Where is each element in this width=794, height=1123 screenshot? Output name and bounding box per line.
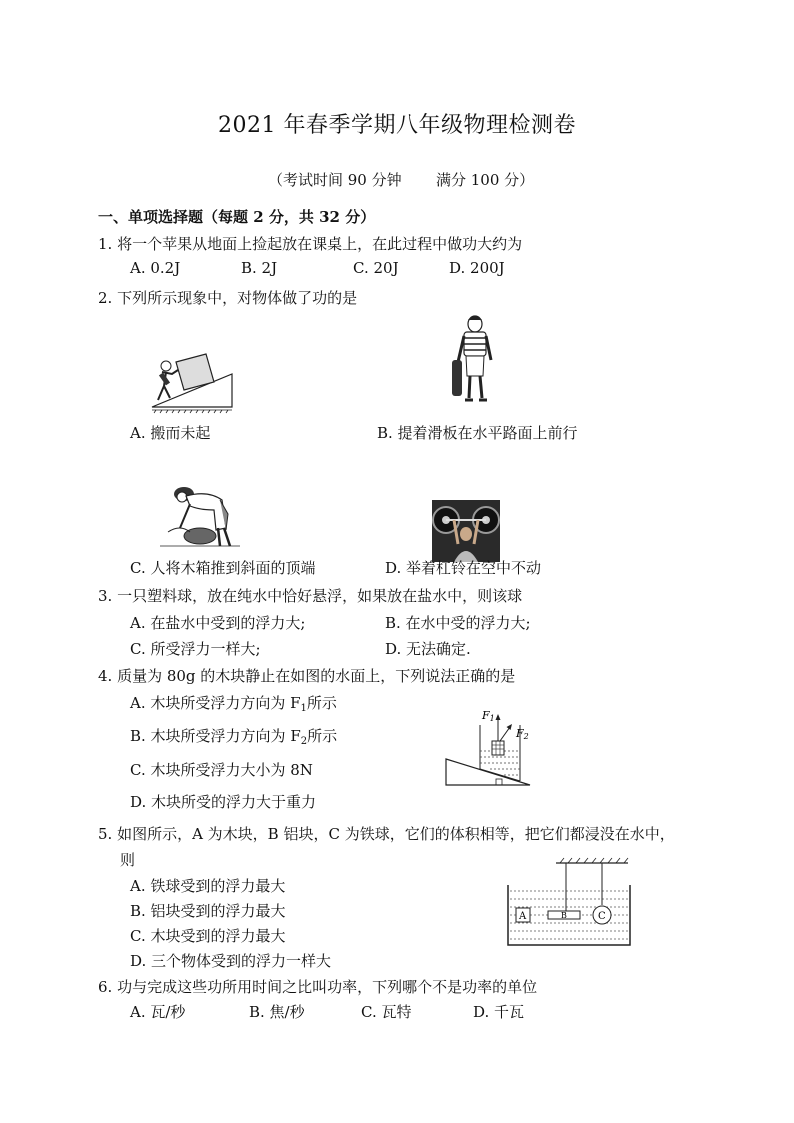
q2-figure-c (160, 484, 240, 554)
exam-time: （考试时间 90 分钟 (268, 171, 402, 189)
q5-option-a: A. 铁球受到的浮力最大 (130, 877, 286, 895)
q2-option-d: D. 举着杠铃在空中不动 (385, 559, 542, 577)
q4-option-b (130, 725, 337, 747)
q5-option-c: C. 木块受到的浮力最大 (130, 927, 286, 945)
q1-option-b: B. 2J (241, 259, 278, 277)
q4-option-c: C. 木块所受浮力大小为 8N (130, 761, 313, 779)
q4-option-d: D. 木块所受的浮力大于重力 (130, 793, 317, 811)
page-title: 2021 年春季学期八年级物理检测卷 (218, 113, 576, 138)
q3-option-c: C. 所受浮力一样大; (130, 640, 261, 658)
q3-option-a: A. 在盐水中受到的浮力大; (130, 614, 306, 632)
q2-figure-b (449, 314, 501, 406)
q4-figure (440, 705, 536, 789)
q5-option-b: B. 铝块受到的浮力最大 (130, 902, 286, 920)
q4-option-a-subscript: 1 (300, 703, 307, 714)
q2-figure-a (148, 352, 238, 414)
q3-option-b: B. 在水中受的浮力大; (385, 614, 531, 632)
q6-option-d: D. 千瓦 (473, 1003, 525, 1021)
q5-option-d: D. 三个物体受到的浮力一样大 (130, 952, 332, 970)
q2-option-a: A. 搬而未起 (130, 424, 211, 442)
q4-option-a-suffix: 所示 (306, 694, 337, 712)
q3-stem: 3. 一只塑料球，放在纯水中恰好悬浮，如果放在盐水中，则该球 (98, 587, 523, 605)
q5-block-a-label: A (519, 911, 527, 922)
q1-option-c: C. 20J (353, 259, 399, 277)
q2-option-c: C. 人将木箱推到斜面的顶端 (130, 559, 316, 577)
q4-option-a (130, 692, 337, 714)
q4-option-b-text: B. 木块所受浮力方向为 F (130, 727, 301, 745)
q4-option-a-text: A. 木块所受浮力方向为 F (130, 694, 301, 712)
q2-option-b: B. 提着滑板在水平路面上前行 (377, 424, 578, 442)
q4-option-b-suffix: 所示 (307, 727, 338, 745)
q5-block-b-label: B (561, 911, 567, 920)
q3-option-d: D. 无法确定. (385, 640, 471, 658)
q4-option-b-subscript: 2 (300, 736, 308, 747)
q6-stem: 6. 功与完成这些功所用时间之比叫功率，下列哪个不是功率的单位 (98, 978, 538, 996)
q1-stem: 1. 将一个苹果从地面上捡起放在课桌上，在此过程中做功大约为 (98, 235, 523, 253)
q2-stem: 2. 下列所示现象中，对物体做了功的是 (98, 289, 358, 307)
q5-ball-c-label: C (598, 911, 606, 922)
q5-stem-continued: 则 (120, 851, 136, 869)
q6-option-c: C. 瓦特 (361, 1003, 412, 1021)
q4-f1-label: F1 (482, 709, 495, 723)
q5-stem: 5. 如图所示，A 为木块，B 铝块，C 为铁球，它们的体积相等，把它们都浸没在水中， (98, 825, 675, 843)
q1-option-a: A. 0.2J (130, 259, 181, 277)
q1-option-d: D. 200J (449, 259, 505, 277)
q5-figure (506, 857, 632, 949)
section-heading: 一、单项选择题（每题 2 分，共 32 分） (98, 208, 376, 226)
q2-figure-d (432, 500, 500, 562)
q4-stem: 4. 质量为 80g 的木块静止在如图的水面上，下列说法正确的是 (98, 667, 516, 685)
q6-option-a: A. 瓦/秒 (130, 1003, 186, 1021)
q6-option-b: B. 焦/秒 (249, 1003, 305, 1021)
exam-full-score: 满分 100 分） (436, 171, 535, 189)
q4-f2-label: F2 (516, 727, 529, 741)
